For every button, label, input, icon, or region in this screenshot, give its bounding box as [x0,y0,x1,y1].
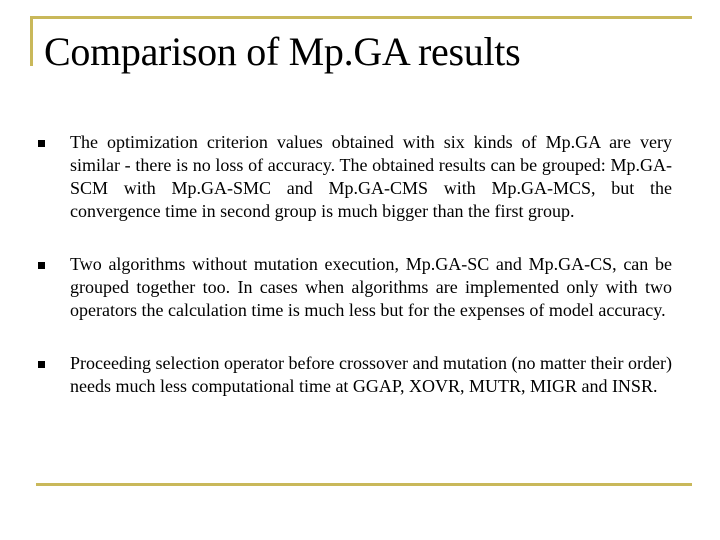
bullet-text: Proceeding selection operator before crossover and mutation (no matter their order) needs much less computational time at GGAP, XOVR, MUTR, MIGR and INSR. [70,353,672,396]
bullet-item [36,131,672,223]
title-frame-top-line [30,16,692,19]
bullet-text: Two algorithms without mutation execution, Mp.GA-SC and Mp.GA-CS, can be grouped together too. In cases when algorithms are implemented only with two operators the calculation time is much less but for the expenses of model accuracy. [70,254,672,320]
bullet-list [36,131,672,428]
title-frame-left-line [30,16,33,66]
bullet-text: The optimization criterion values obtained with six kinds of Mp.GA are very similar - there is no loss of accuracy. The obtained results can be grouped: Mp.GA-SCM with Mp.GA-SMC and Mp.GA-CMS with Mp.GA-MCS, but the convergence time in second group is much bigger than the first group. [70,132,672,221]
square-bullet-icon [38,140,45,147]
bullet-item [36,352,672,398]
bottom-divider-line [36,483,692,486]
square-bullet-icon [38,262,45,269]
square-bullet-icon [38,361,45,368]
bullet-item [36,253,672,322]
slide-title: Comparison of Mp.GA results [44,29,521,74]
